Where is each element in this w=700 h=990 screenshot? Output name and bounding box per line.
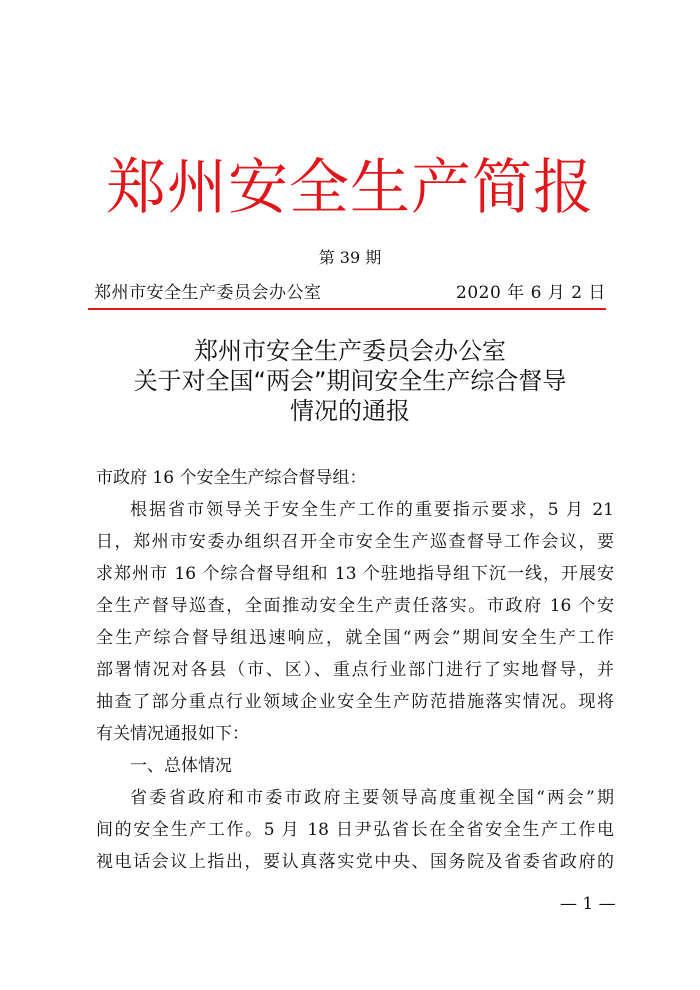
paragraph-line: 日，郑州市安委办组织召开全市安全生产巡查督导工作会议，要 [96, 532, 614, 552]
page-number: — 1 — [560, 894, 616, 914]
paragraph-line: 省委省政府和市委市政府主要领导高度重视全国“两会”期 [130, 788, 614, 808]
paragraph-line: 全生产督导巡查，全面推动安全生产责任落实。市政府 16 个安 [96, 596, 614, 616]
issuer-office: 郑州市安全生产委员会办公室 [94, 283, 322, 303]
document-title-line: 郑州市安全生产委员会办公室 [194, 337, 506, 365]
salutation: 市政府 16 个安全生产综合督导组： [96, 468, 367, 488]
paragraph-line: 全生产综合督导组迅速响应，就全国“两会”期间安全生产工作 [96, 628, 614, 648]
issue-date: 2020 年 6 月 2 日 [456, 283, 606, 303]
paragraph-line: 部署情况对各县（市、区）、重点行业部门进行了实地督导，并 [96, 660, 614, 680]
document-title [0, 336, 700, 426]
paragraph-line: 抽查了部分重点行业领域企业安全生产防范措施落实情况。现将 [96, 692, 614, 712]
paragraph-line: 根据省市领导关于安全生产工作的重要指示要求，5 月 21 [130, 500, 614, 520]
section-heading: 一、总体情况 [130, 756, 232, 776]
issue-number: 第 39 期 [318, 248, 382, 267]
paragraph-line: 视电话会议上指出，要认真落实党中央、国务院及省委省政府的 [96, 852, 614, 872]
document-title-line: 情况的通报 [290, 397, 410, 425]
paragraph-line: 有关情况通报如下： [96, 724, 249, 744]
document-body [96, 462, 614, 878]
paragraph-line: 求郑州市 16 个综合督导组和 13 个驻地指导组下沉一线，开展安 [96, 564, 614, 584]
masthead-title: 郑州安全生产简报 [106, 153, 594, 223]
document-title-line: 关于对全国“两会”期间安全生产综合督导 [133, 367, 567, 395]
red-divider-line [88, 308, 606, 310]
paragraph-line: 间的安全生产工作。5 月 18 日尹弘省长在全省安全生产工作电 [96, 820, 614, 840]
